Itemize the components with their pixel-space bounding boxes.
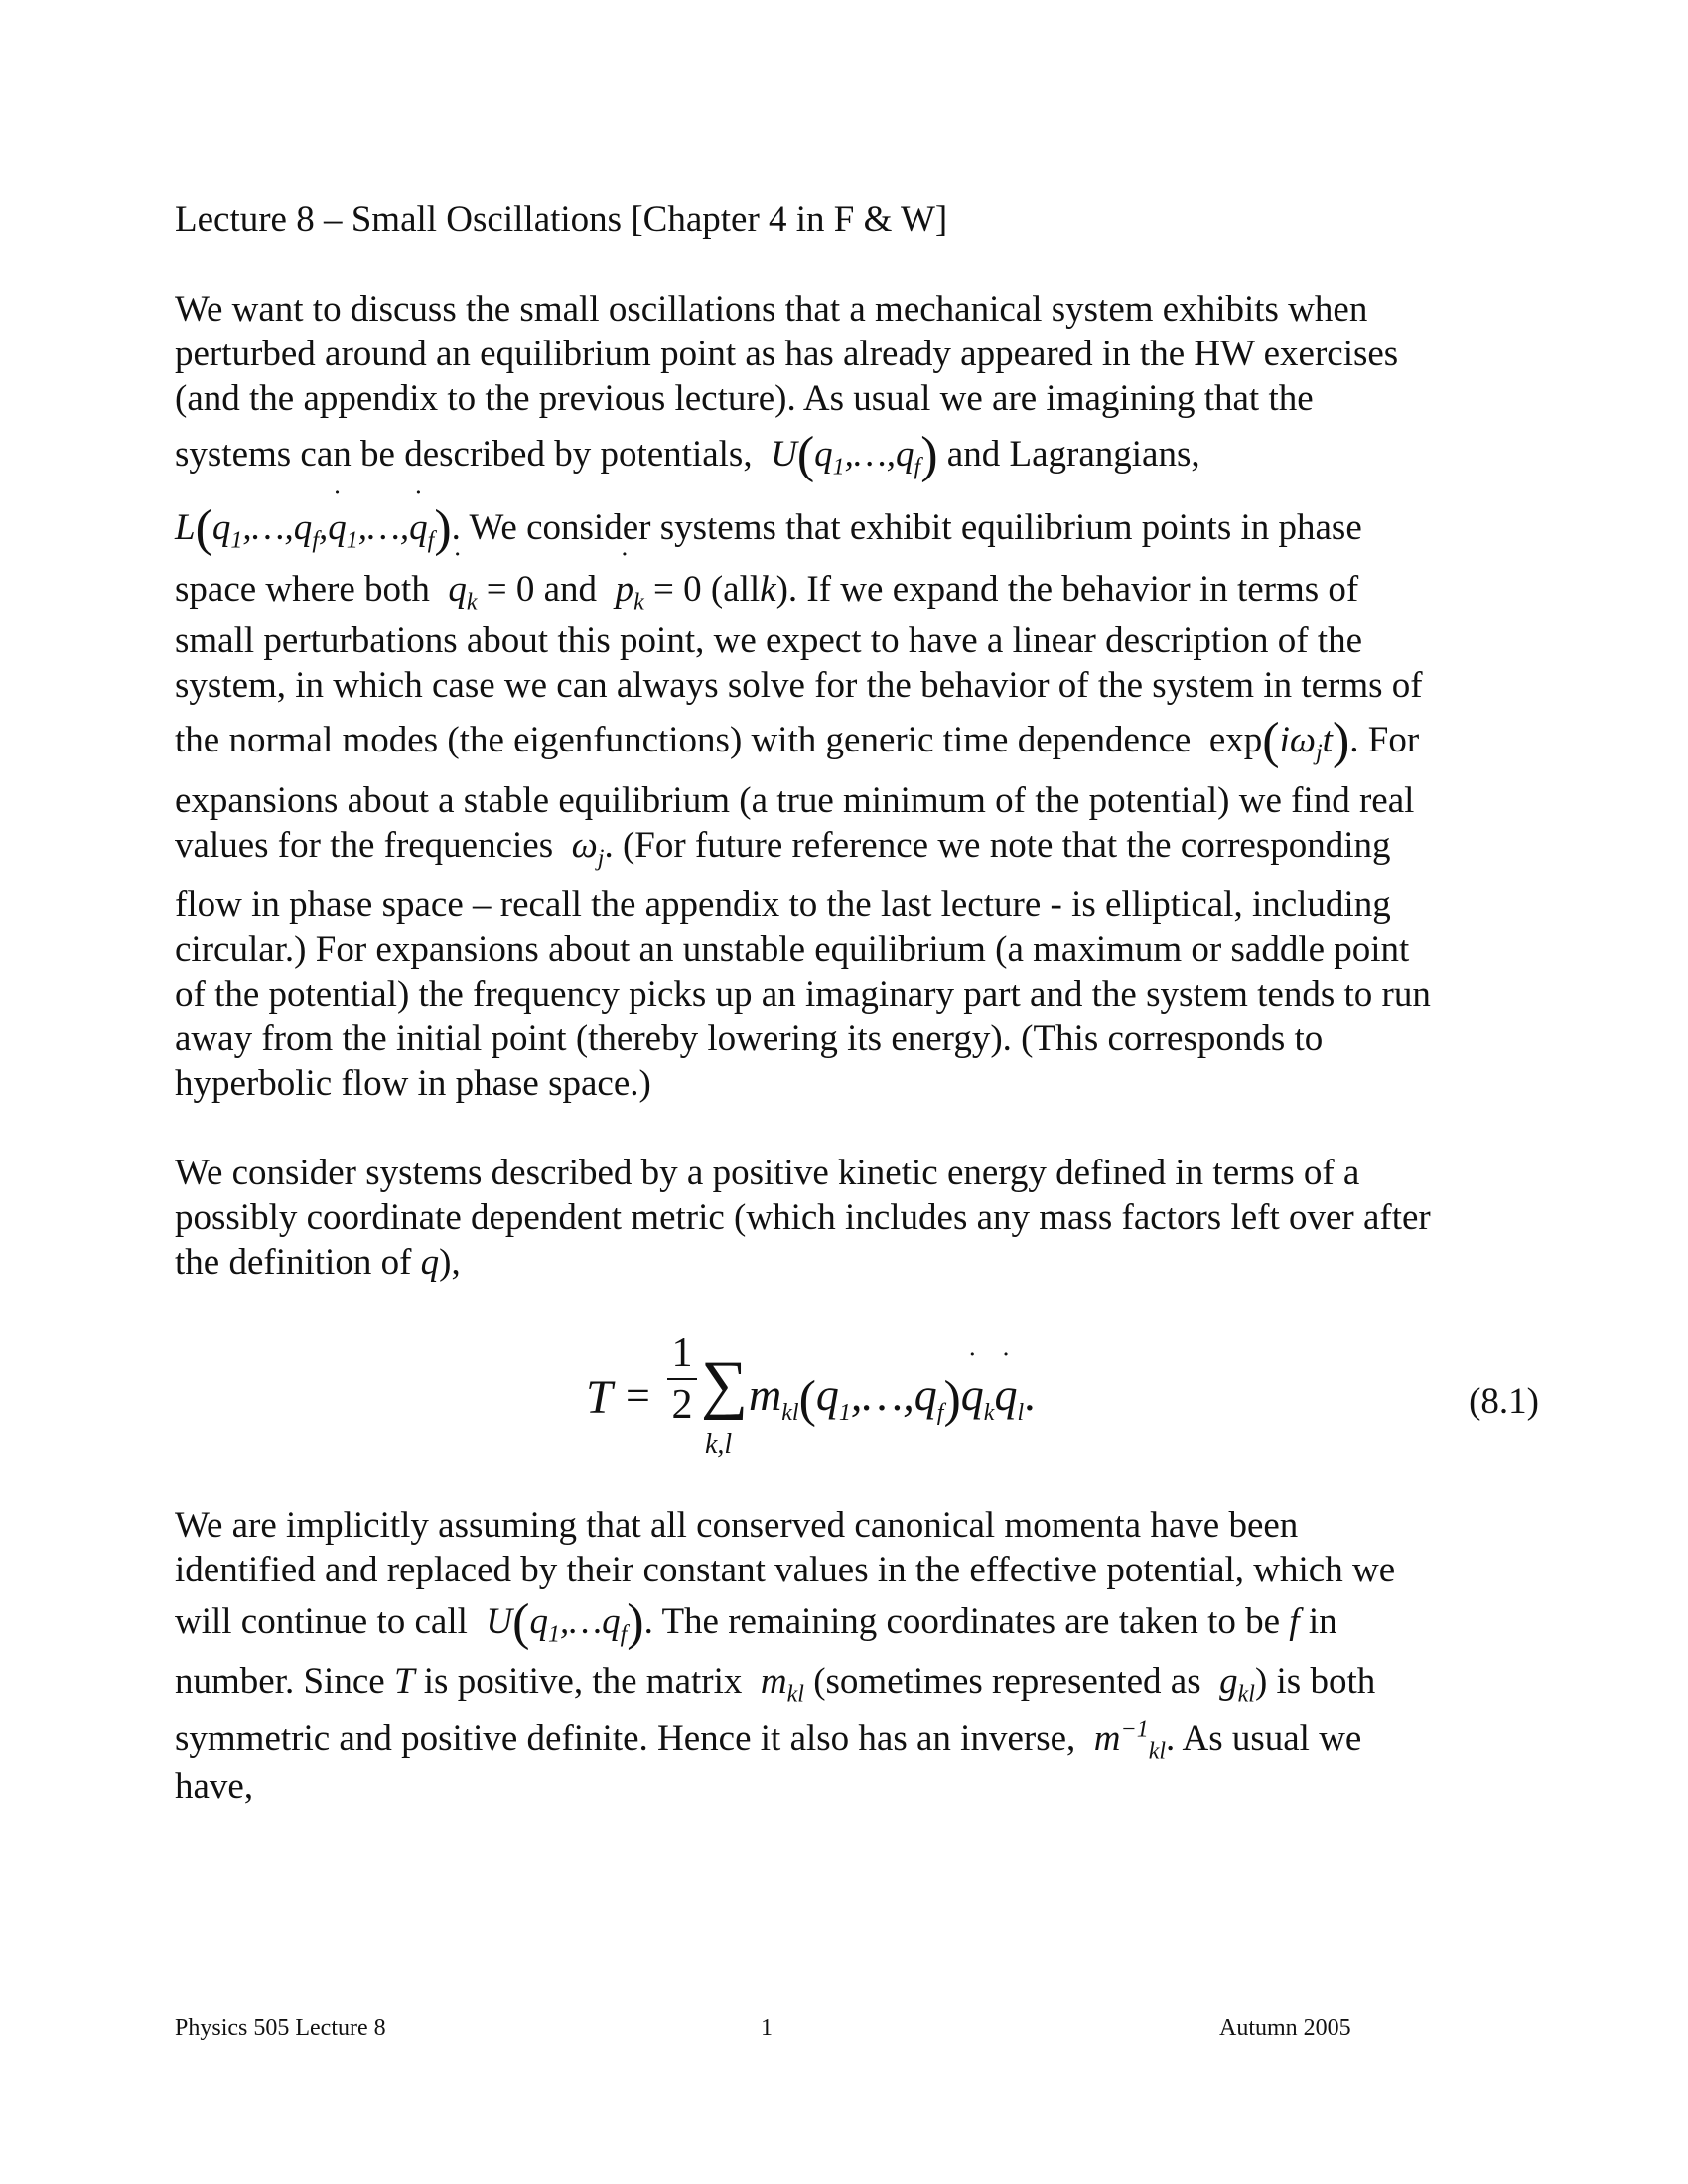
text-line: have, <box>175 1766 254 1807</box>
text-fragment: and <box>543 569 598 610</box>
text-line <box>175 500 1362 557</box>
text-fragment: the definition of <box>175 1242 412 1283</box>
text-fragment: number. Since <box>175 1661 385 1702</box>
text-line <box>175 824 1391 872</box>
text-line: possibly coordinate dependent metric (which includes any mass factors left over after <box>175 1197 1431 1238</box>
text-fragment: will continue to call <box>175 1601 468 1642</box>
formula-potential-effective: $U(q_1,\dots q_f)$ <box>477 1594 644 1651</box>
footer-term: Autumn 2005 <box>1219 2015 1351 2041</box>
text-line <box>175 568 1359 615</box>
text-line: We want to discuss the small oscillations that a mechanical system exhibits when <box>175 289 1368 330</box>
text-line: system, in which case we can always solve for the behavior of the system in terms of <box>175 665 1423 706</box>
text-line <box>175 427 1200 483</box>
text-line: expansions about a stable equilibrium (a true minimum of the potential) we find real <box>175 780 1415 821</box>
text-fragment: . (For future reference we note that the corresponding <box>604 825 1391 866</box>
text-fragment: f <box>1289 1601 1300 1642</box>
footer-page-number: 1 <box>761 2015 773 2041</box>
text-line: perturbed around an equilibrium point as has already appeared in the HW exercises <box>175 334 1399 374</box>
equation-8-1 <box>566 1330 1539 1479</box>
text-line: circular.) For expansions about an unstable equilibrium (a maximum or saddle point <box>175 929 1410 970</box>
text-line: identified and replaced by their constant values in the effective potential, which we <box>175 1550 1396 1590</box>
summation-index: k,l <box>705 1430 733 1460</box>
formula-omega-j: $\omega_j$ <box>562 825 605 872</box>
text-fragment: space where both <box>175 569 430 610</box>
text-fragment: and Lagrangians, <box>946 434 1200 475</box>
text-fragment: is positive, the matrix <box>423 1661 743 1702</box>
text-fragment: . We consider systems that exhibit equilibrium points in phase <box>451 507 1362 548</box>
formula-lagrangian: $L(q_1,\dots,q_f,˙$ $q_1,\dots,˙$ $q_f$) <box>175 507 452 548</box>
text-line <box>175 1594 1337 1651</box>
text-fragment: ). If we expand the behavior in terms of <box>775 569 1359 610</box>
text-fragment: ) is both <box>1254 1661 1376 1702</box>
text-fragment: . As usual we <box>1166 1718 1362 1759</box>
page-title: Lecture 8 – Small Oscillations [Chapter 4 in F & W] <box>175 200 948 240</box>
formula-pdot-zero: ˙ $p_k = 0$ <box>606 569 701 610</box>
formula-g-kl: $g_{kl}$ <box>1209 1661 1255 1707</box>
text-line <box>175 1241 461 1284</box>
fraction-one-half: 1 2 <box>667 1330 697 1428</box>
formula-m-kl: $m_{kl}$ <box>751 1661 804 1707</box>
text-line: We are implicitly assuming that all conserved canonical momenta have been <box>175 1505 1299 1546</box>
equals-sign: = <box>626 1371 650 1420</box>
text-line: flow in phase space – recall the appendix to the last lecture - is elliptical, including <box>175 885 1391 925</box>
text-fragment: symmetric and positive definite. Hence it also has an inverse, <box>175 1718 1076 1759</box>
text-line: hyperbolic flow in phase space.) <box>175 1063 651 1104</box>
text-line <box>175 1716 1362 1765</box>
formula-potential: $U(q_1,\dots,q_f)$ <box>761 427 938 483</box>
text-fragment: the normal modes (the eigenfunctions) with generic time dependence <box>175 720 1192 760</box>
text-fragment: systems can be described by potentials, <box>175 434 753 475</box>
text-line <box>175 1660 1376 1707</box>
text-line <box>175 713 1420 769</box>
equation-number: (8.1) <box>1469 1381 1539 1422</box>
formula-m-inverse: $m^{-1}_{kl}$ <box>1084 1716 1167 1765</box>
summation-symbol: ∑ <box>701 1348 749 1421</box>
footer-course: Physics 505 Lecture 8 <box>175 2015 386 2041</box>
text-fragment: k <box>760 569 776 610</box>
formula-qdot-zero: ˙ $q_k = 0$ <box>439 569 534 610</box>
text-fragment: . The remaining coordinates are taken to be <box>643 1601 1281 1642</box>
text-fragment: values for the frequencies <box>175 825 554 866</box>
equation-lhs: T <box>586 1371 613 1424</box>
text-fragment: q <box>420 1242 440 1283</box>
text-line: away from the initial point (thereby lowering its energy). (This corresponds to <box>175 1019 1324 1059</box>
text-line: We consider systems described by a positive kinetic energy defined in terms of a <box>175 1153 1360 1193</box>
text-line: small perturbations about this point, we expect to have a linear description of the <box>175 620 1362 661</box>
text-fragment: in <box>1308 1601 1337 1642</box>
text-fragment: T <box>393 1661 415 1702</box>
formula-exp: $\exp(i\omega_jt)$ <box>1199 713 1350 769</box>
text-fragment: (sometimes represented as <box>813 1661 1201 1702</box>
text-line: of the potential) the frequency picks up an imaginary part and the system tends to run <box>175 974 1431 1015</box>
equation-rhs: $m_{kl}(q_1,\dots,q_f)˙$ $q_k˙$ $q_l$. <box>749 1368 1036 1421</box>
text-fragment: (all <box>710 569 761 610</box>
text-fragment: . For <box>1349 720 1420 760</box>
text-fragment: ), <box>439 1242 461 1283</box>
text-line: (and the appendix to the previous lecture). As usual we are imagining that the <box>175 378 1314 419</box>
